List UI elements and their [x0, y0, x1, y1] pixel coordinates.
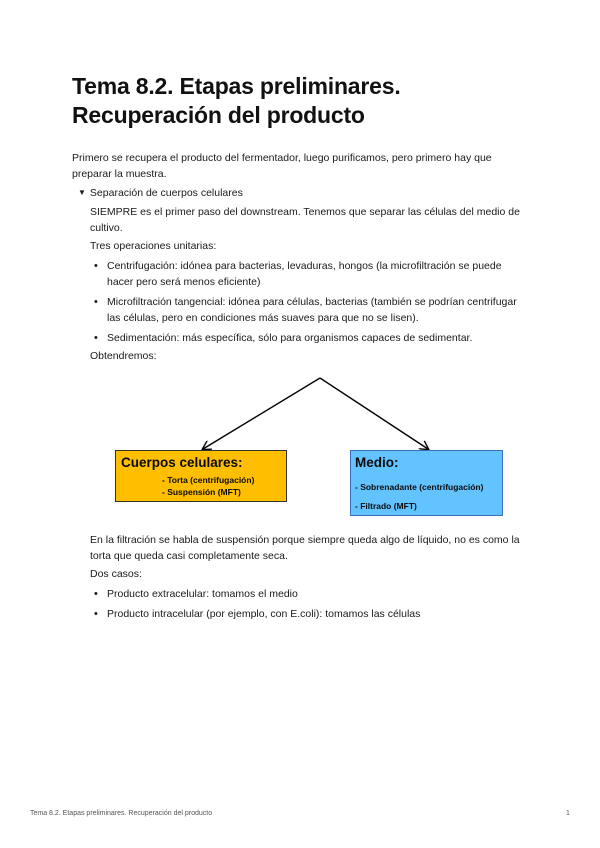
medium-title: Medio: [355, 455, 399, 470]
page-title: Tema 8.2. Etapas preliminares. Recuperación del producto [72, 73, 401, 128]
list-item: • Producto extracelular: tomamos el medio [90, 586, 530, 602]
cell-bodies-item: - Suspensión (MFT) [162, 487, 241, 497]
medium-item: - Filtrado (MFT) [355, 501, 417, 511]
medium-item: - Sobrenadante (centrifugación) [355, 482, 484, 492]
page-number: 1 [566, 810, 570, 817]
toggle-triangle-icon[interactable]: ▼ [78, 188, 86, 197]
cases-list [90, 586, 530, 626]
medium-box [350, 450, 503, 516]
cell-bodies-item: - Torta (centrifugación) [162, 475, 255, 485]
right-arrow [320, 378, 428, 449]
list-item: • Microfiltración tangencial: idónea para células, bacterias (también se podrían centrifugar las células, pero en condiciones más suaves para que no se lisen). [90, 294, 530, 326]
list-item: • Centrifugación: idónea para bacterias, levaduras, hongos (la microfiltración se puede hacer pero será menos eficiente) [90, 258, 530, 290]
branch-arrows-diagram [0, 360, 600, 460]
toggle-separacion[interactable] [78, 185, 243, 202]
paragraph-filtracion: En la filtración se habla de suspensión porque siempre queda algo de líquido, no es como la torta que queda casi completamente seca. [90, 534, 520, 562]
cell-bodies-title: Cuerpos celulares: [121, 455, 243, 470]
toggle-label: Separación de cuerpos celulares [89, 187, 243, 199]
paragraph-siempre: SIEMPRE es el primer paso del downstream. Tenemos que separar las células del medio de cultivo. [90, 206, 520, 234]
cell-bodies-box [115, 450, 287, 502]
page-footer: Tema 8.2. Etapas preliminares. Recuperación del producto [30, 810, 213, 817]
list-item: • Sedimentación: más específica, sólo para organismos capaces de sedimentar. [90, 330, 530, 346]
operations-list [90, 258, 530, 350]
left-arrow [203, 378, 320, 449]
paragraph-tres-operaciones: Tres operaciones unitarias: [90, 240, 217, 252]
paragraph-obtendremos: Obtendremos: [90, 350, 157, 362]
intro-paragraph: Primero se recupera el producto del fermentador, luego purificamos, pero primero hay que preparar la muestra. [72, 152, 492, 180]
list-item: • Producto intracelular (por ejemplo, con E.coli): tomamos las células [90, 606, 530, 622]
paragraph-dos-casos: Dos casos: [90, 568, 142, 580]
